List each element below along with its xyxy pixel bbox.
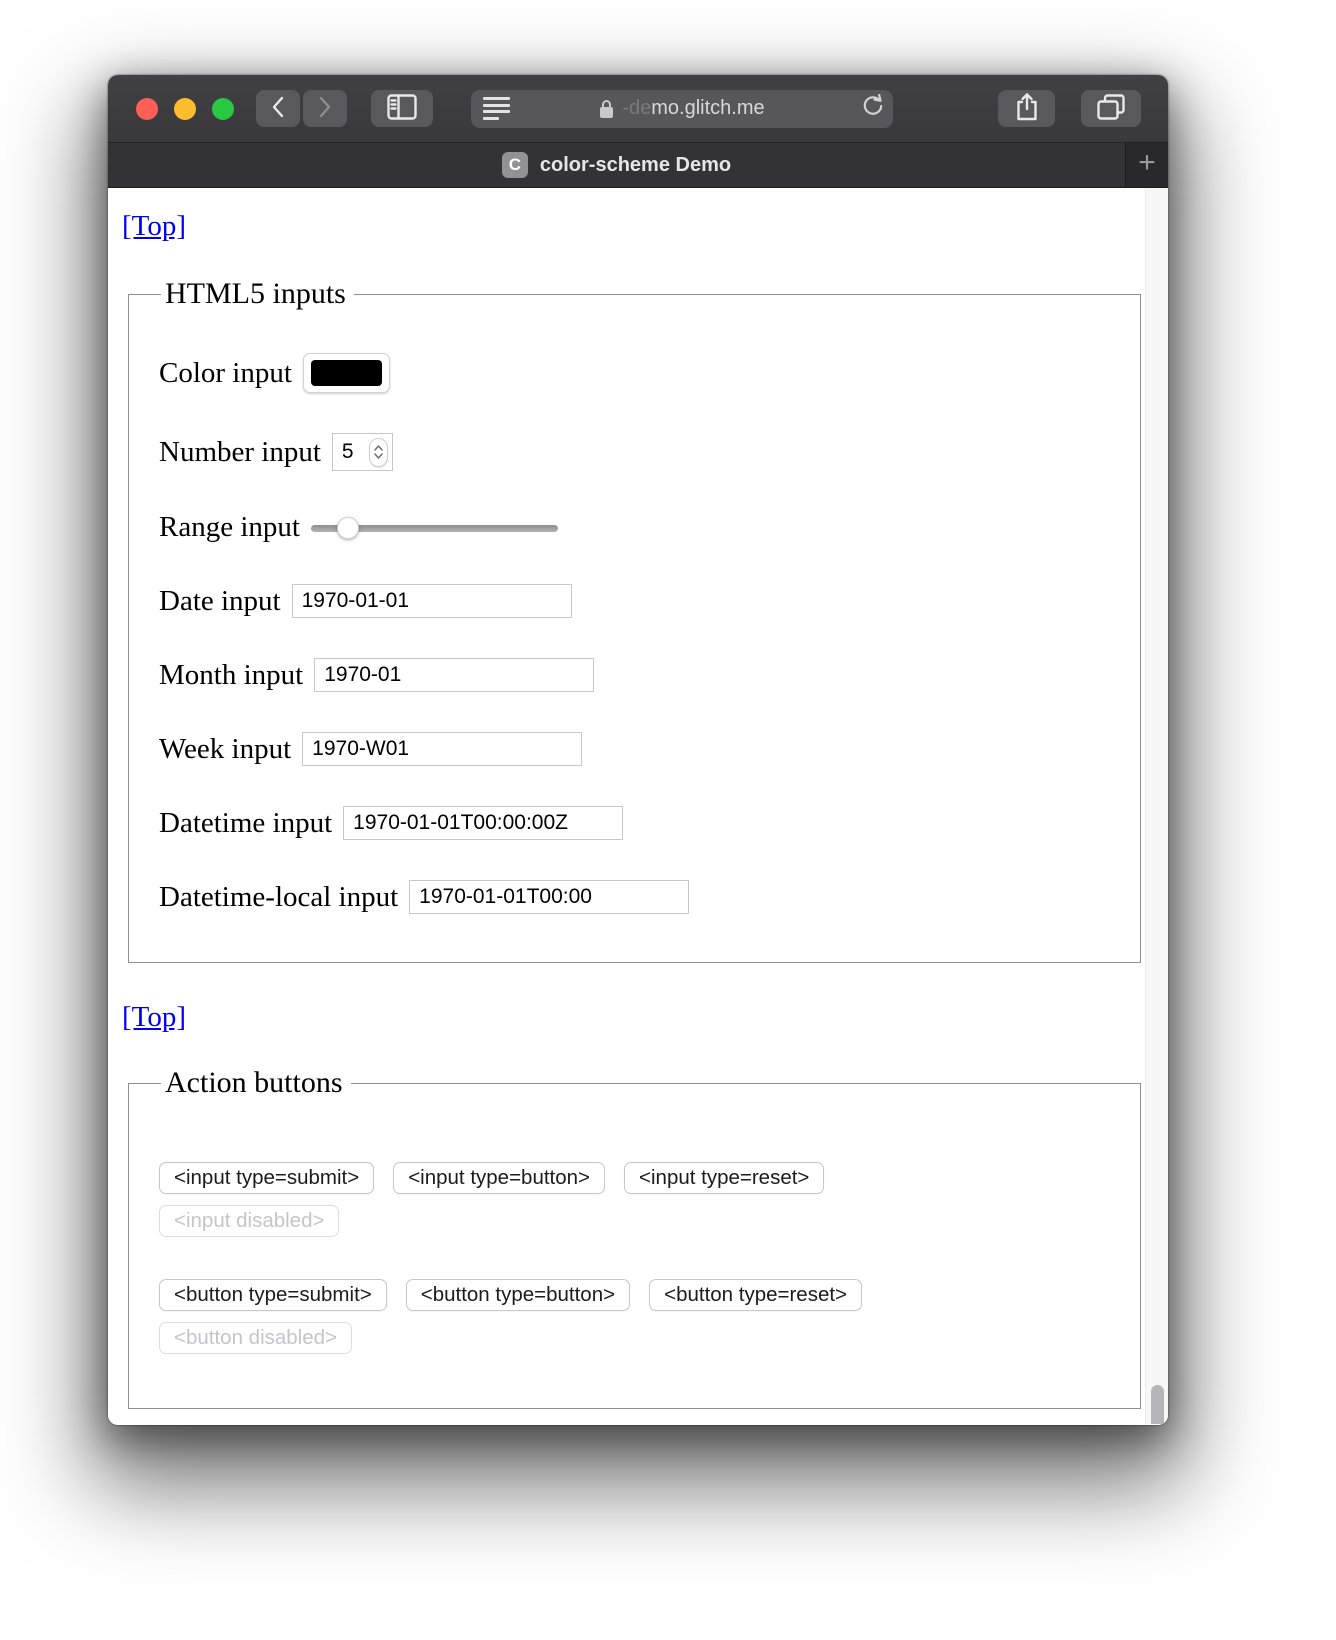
- tab-overview-icon: [1096, 93, 1126, 124]
- sidebar-toggle-button[interactable]: [371, 90, 433, 127]
- color-input[interactable]: [303, 353, 390, 393]
- fieldset-action-buttons-legend: Action buttons: [165, 1066, 343, 1099]
- zoom-window-button[interactable]: [212, 98, 234, 120]
- chevron-left-icon: [271, 95, 285, 122]
- range-input-label: Range input: [159, 511, 300, 543]
- datetime-input[interactable]: [343, 806, 623, 840]
- button-disabled-row: [159, 1322, 1140, 1354]
- number-input-box: [332, 433, 393, 471]
- input-button-button[interactable]: <input type=button>: [393, 1162, 605, 1194]
- url-domain: mo.glitch.me: [651, 97, 765, 119]
- share-icon: [1014, 92, 1040, 125]
- tab-favicon: C: [502, 152, 528, 178]
- tab-title: color-scheme Demo: [539, 153, 732, 176]
- button-reset-button[interactable]: <button type=reset>: [649, 1279, 862, 1311]
- range-input[interactable]: [311, 517, 558, 539]
- color-input-label: Color input: [159, 356, 292, 389]
- tab-bar: [108, 143, 1168, 188]
- number-input-row: [159, 433, 1140, 471]
- range-input-row: [159, 511, 1140, 544]
- button-disabled-button: <button disabled>: [159, 1322, 352, 1354]
- browser-window: [108, 75, 1168, 1425]
- chevron-up-icon: [374, 445, 383, 451]
- input-buttons-row: [159, 1162, 1140, 1194]
- number-input[interactable]: [342, 440, 364, 464]
- new-tab-button[interactable]: [1125, 143, 1168, 187]
- top-link-2[interactable]: [Top]: [122, 1001, 187, 1033]
- sidebar-icon: [387, 94, 417, 123]
- browser-toolbar: [108, 75, 1168, 143]
- color-input-row: [159, 353, 1140, 393]
- reader-icon[interactable]: [483, 97, 510, 120]
- month-input-row: [159, 658, 1140, 692]
- date-input[interactable]: [292, 584, 572, 618]
- number-stepper[interactable]: [369, 438, 388, 467]
- date-input-label: Date input: [159, 584, 281, 617]
- range-thumb[interactable]: [337, 517, 359, 539]
- lock-icon: [599, 99, 614, 119]
- plus-icon: +: [1138, 146, 1156, 179]
- reload-icon: [861, 108, 885, 123]
- month-input-label: Month input: [159, 658, 304, 691]
- scrollbar-thumb[interactable]: [1151, 1385, 1164, 1424]
- page-content: [108, 188, 1168, 1424]
- date-input-row: [159, 584, 1140, 618]
- color-swatch: [311, 360, 382, 386]
- url-faded-prefix: -de: [622, 97, 652, 119]
- input-submit-button[interactable]: <input type=submit>: [159, 1162, 374, 1194]
- input-disabled-row: [159, 1205, 1140, 1237]
- week-input[interactable]: [302, 732, 582, 766]
- minimize-window-button[interactable]: [174, 98, 196, 120]
- input-disabled-button: <input disabled>: [159, 1205, 339, 1237]
- datetime-input-row: [159, 806, 1140, 840]
- chevron-right-icon: [318, 95, 332, 122]
- tab-overview-button[interactable]: [1081, 90, 1141, 127]
- button-button-button[interactable]: <button type=button>: [406, 1279, 630, 1311]
- close-window-button[interactable]: [136, 98, 158, 120]
- share-button[interactable]: [998, 90, 1055, 127]
- button-buttons-row: [159, 1279, 1140, 1311]
- input-reset-button[interactable]: <input type=reset>: [624, 1162, 824, 1194]
- week-input-label: Week input: [159, 732, 292, 765]
- datetime-local-input-row: [159, 880, 1140, 914]
- number-input-label: Number input: [159, 435, 321, 468]
- fieldset-html5-inputs-legend: HTML5 inputs: [165, 277, 346, 310]
- chevron-down-icon: [374, 453, 383, 459]
- datetime-local-input-label: Datetime-local input: [159, 880, 399, 913]
- tab-color-scheme-demo[interactable]: [108, 143, 1125, 187]
- traffic-lights: [136, 98, 234, 120]
- button-submit-button[interactable]: <button type=submit>: [159, 1279, 387, 1311]
- datetime-input-label: Datetime input: [159, 806, 333, 839]
- week-input-row: [159, 732, 1140, 766]
- nav-buttons: [256, 90, 347, 127]
- fieldset-html5-inputs: [128, 277, 1141, 963]
- scrollbar-track[interactable]: [1145, 188, 1168, 1424]
- month-input[interactable]: [314, 658, 594, 692]
- forward-button[interactable]: [303, 90, 347, 127]
- datetime-local-input[interactable]: [409, 880, 689, 914]
- reload-button[interactable]: [861, 94, 885, 123]
- url-bar[interactable]: [471, 90, 893, 128]
- back-button[interactable]: [256, 90, 300, 127]
- url-text: [471, 97, 893, 120]
- top-link-1[interactable]: [Top]: [122, 210, 187, 242]
- fieldset-action-buttons: [128, 1066, 1141, 1409]
